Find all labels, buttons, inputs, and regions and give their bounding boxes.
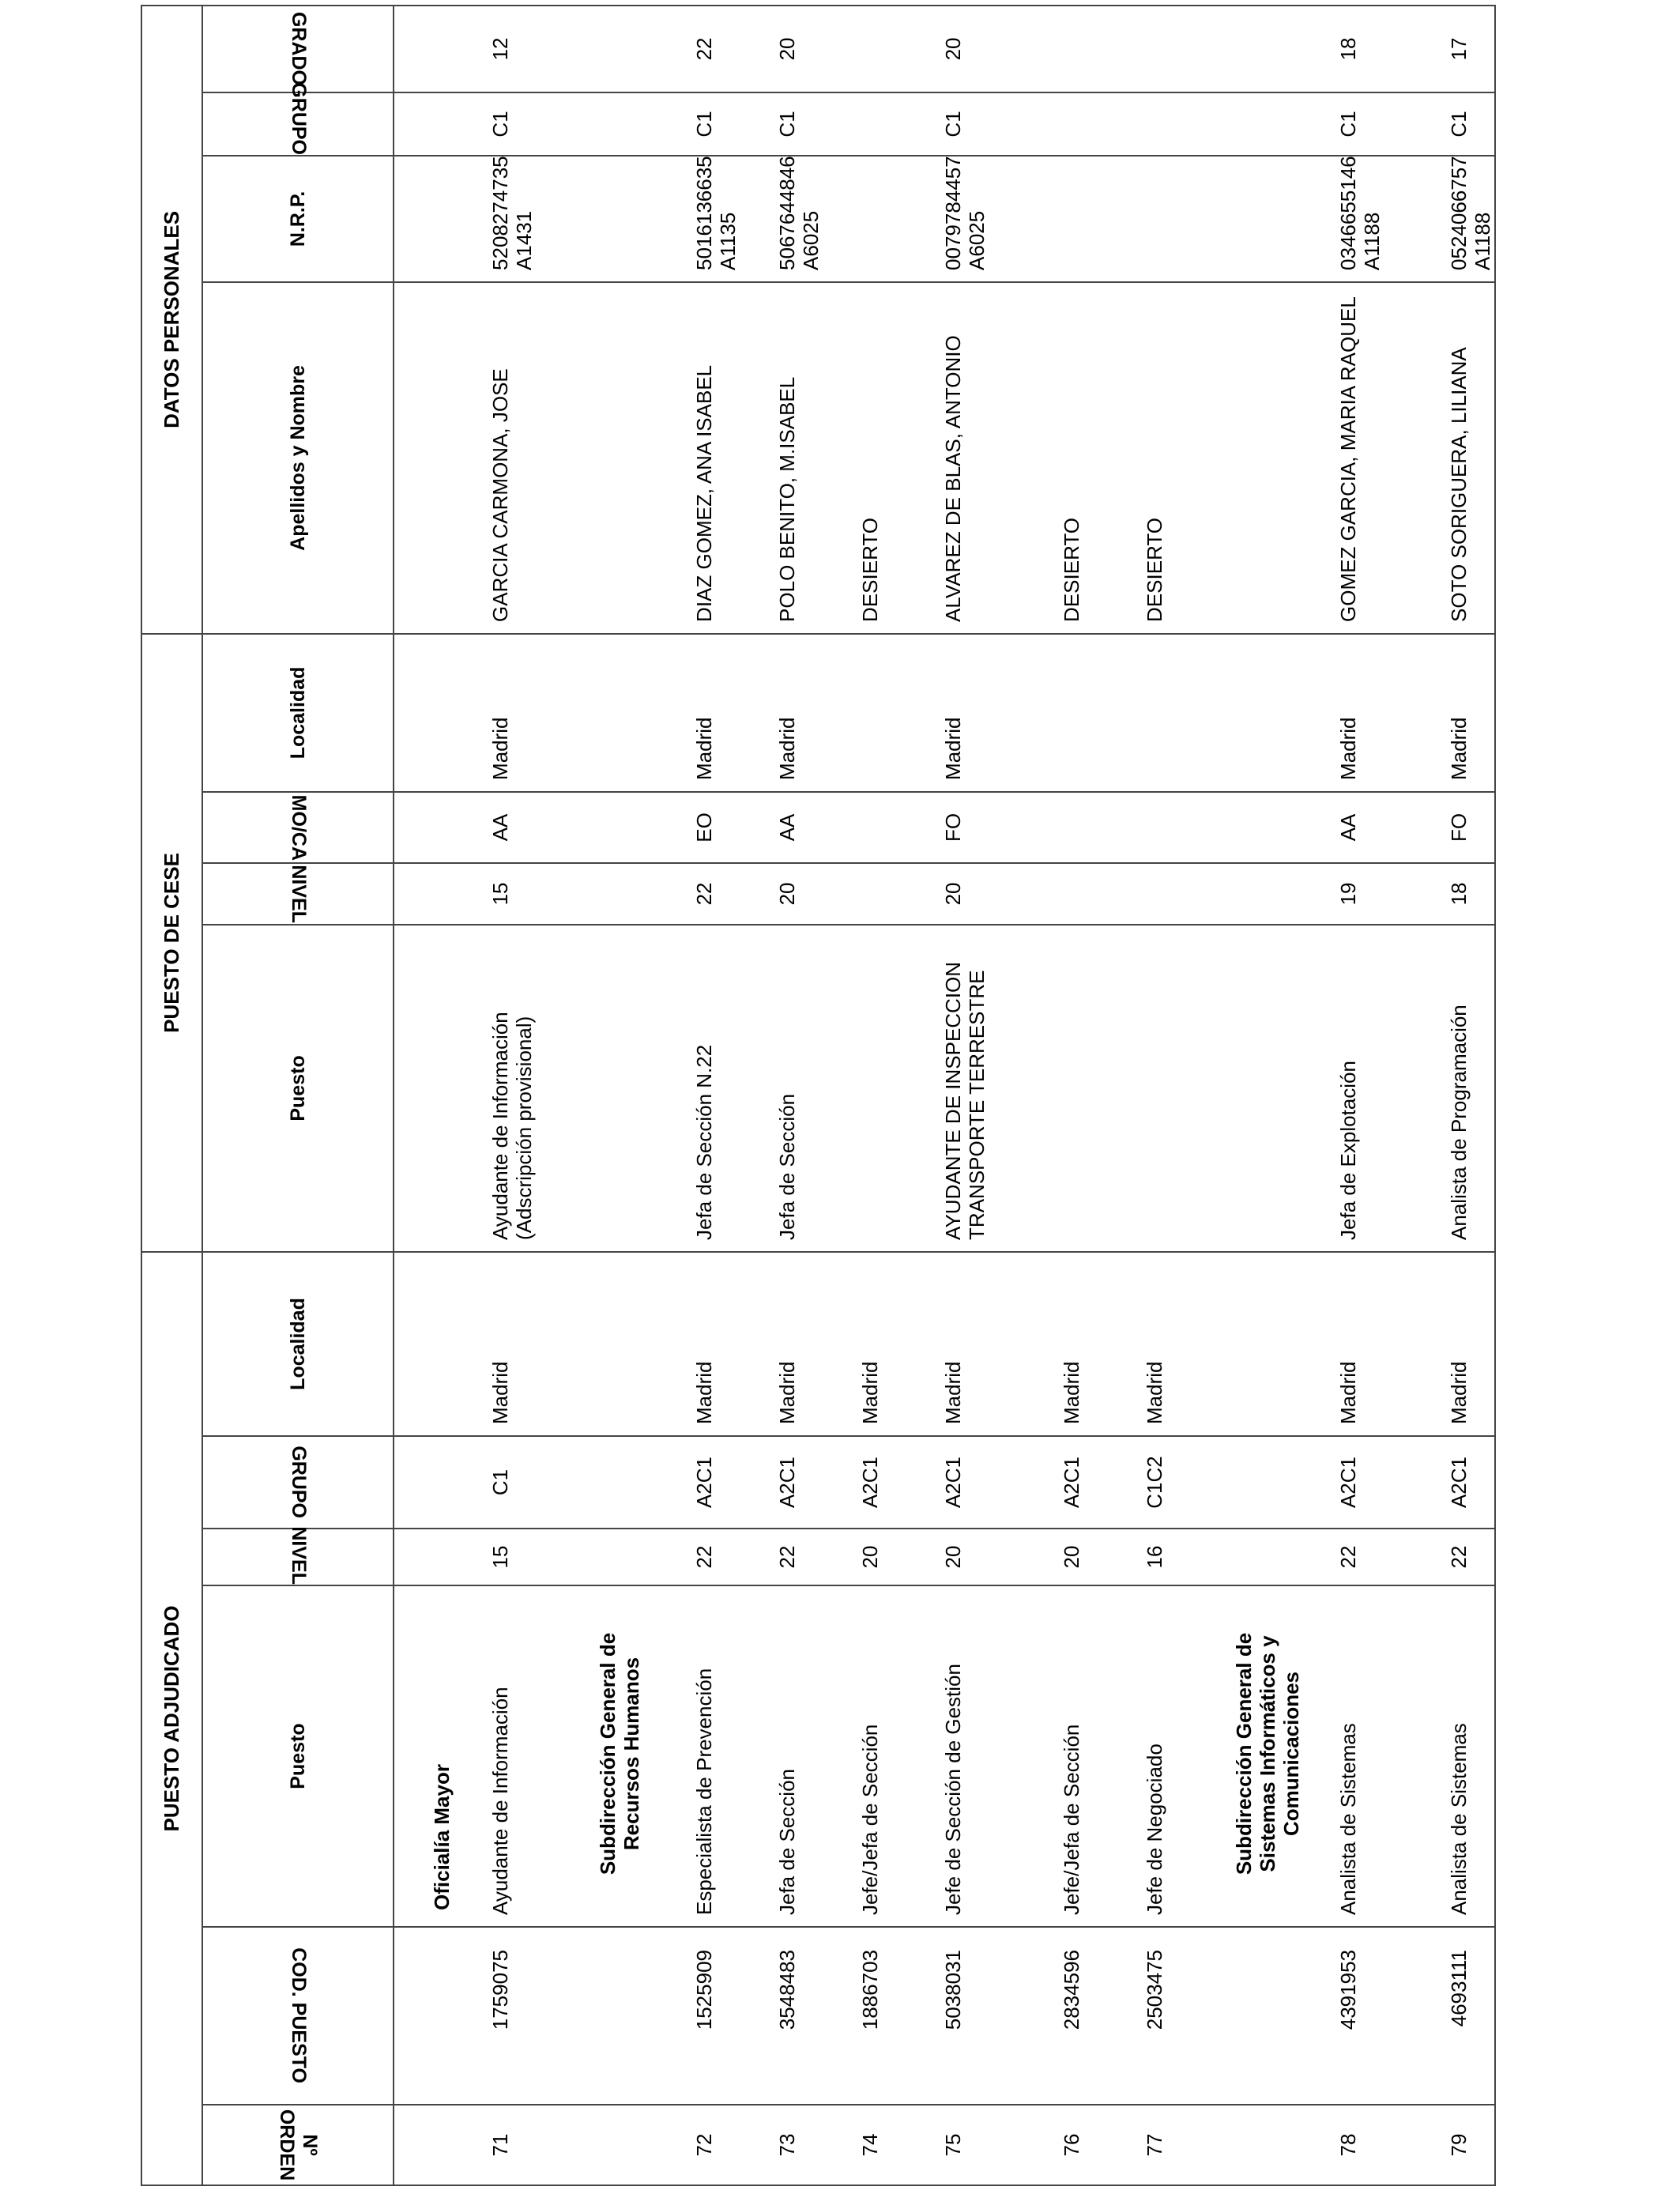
cese-localidad-cell: Madrid xyxy=(775,634,858,792)
grado-cell xyxy=(858,6,941,92)
dp-grupo-cell: C1 xyxy=(1447,92,1495,156)
dp-grupo-cell xyxy=(1060,92,1143,156)
grado-cell: 17 xyxy=(1447,6,1495,92)
header-cese-moca: MO/CA xyxy=(202,792,394,863)
grado-cell: 22 xyxy=(692,6,775,92)
orden-cell: 74 xyxy=(858,2105,941,2185)
grupo-cell: A2C1 xyxy=(692,1436,775,1529)
cese-localidad-cell: Madrid xyxy=(692,634,775,792)
cese-moca-cell xyxy=(1060,792,1143,863)
cod-puesto-cell: 1886703 xyxy=(858,1927,941,2105)
cese-moca-cell: AA xyxy=(1336,792,1447,863)
localidad-cell: Madrid xyxy=(1336,1252,1447,1436)
localidad-cell: Madrid xyxy=(1447,1252,1495,1436)
grado-cell: 20 xyxy=(941,6,1060,92)
cese-moca-cell xyxy=(1143,792,1226,863)
table-row xyxy=(692,6,775,2185)
cese-puesto-cell xyxy=(1143,925,1226,1252)
grupo-cell: A2C1 xyxy=(775,1436,858,1529)
nrp-cell: 5208274735 A1431 xyxy=(488,156,590,282)
header-puesto: Puesto xyxy=(202,1585,394,1927)
dp-grupo-cell xyxy=(1143,92,1226,156)
header-cese-localidad: Localidad xyxy=(202,634,394,792)
cese-puesto-cell: Jefa de Sección xyxy=(775,925,858,1252)
table-row xyxy=(1447,6,1495,2185)
nrp-cell xyxy=(1060,156,1143,282)
nrp-cell: 5067644846 A6025 xyxy=(775,156,858,282)
localidad-cell: Madrid xyxy=(692,1252,775,1436)
cese-moca-cell xyxy=(858,792,941,863)
cese-nivel-cell: 18 xyxy=(1447,863,1495,925)
cese-puesto-cell: Jefa de Explotación xyxy=(1336,925,1447,1252)
puesto-cell: Analista de Sistemas xyxy=(1336,1585,1447,1927)
cese-nivel-cell: 20 xyxy=(775,863,858,925)
grado-cell xyxy=(1143,6,1226,92)
nrp-cell xyxy=(1143,156,1226,282)
nivel-cell: 22 xyxy=(775,1529,858,1585)
puesto-cell: Jefe de Sección de Gestión xyxy=(941,1585,1060,1927)
cese-localidad-cell: Madrid xyxy=(488,634,590,792)
cod-puesto-cell: 5038031 xyxy=(941,1927,1060,2105)
localidad-cell: Madrid xyxy=(941,1252,1060,1436)
group-datos-personales: DATOS PERSONALES xyxy=(141,6,202,634)
cod-puesto-cell: 2503475 xyxy=(1143,1927,1226,2105)
cese-nivel-cell: 19 xyxy=(1336,863,1447,925)
cod-puesto-cell: 4391953 xyxy=(1336,1927,1447,2105)
cese-moca-cell: AA xyxy=(775,792,858,863)
nombre-cell: DESIERTO xyxy=(1143,282,1226,634)
nrp-cell: 0524066757 A1188 xyxy=(1447,156,1495,282)
section-row xyxy=(590,6,692,2185)
section-title: Oficialía Mayor xyxy=(394,1585,488,1927)
header-nrp: N.R.P. xyxy=(202,156,394,282)
cod-puesto-cell: 1759075 xyxy=(488,1927,590,2105)
nivel-cell: 20 xyxy=(1060,1529,1143,1585)
puesto-cell: Jefe de Negociado xyxy=(1143,1585,1226,1927)
nivel-cell: 22 xyxy=(1336,1529,1447,1585)
localidad-cell: Madrid xyxy=(488,1252,590,1436)
orden-cell: 78 xyxy=(1336,2105,1447,2185)
nivel-cell: 16 xyxy=(1143,1529,1226,1585)
cese-moca-cell: FO xyxy=(1447,792,1495,863)
header-cese-nivel: NIVEL xyxy=(202,863,394,925)
nombre-cell: DESIERTO xyxy=(858,282,941,634)
grupo-cell: A2C1 xyxy=(858,1436,941,1529)
nombre-cell: GARCIA CARMONA, JOSE xyxy=(488,282,590,634)
cese-puesto-cell xyxy=(1060,925,1143,1252)
grupo-cell: A2C1 xyxy=(1336,1436,1447,1529)
table-row xyxy=(941,6,1060,2185)
orden-cell: 71 xyxy=(488,2105,590,2185)
column-header-row xyxy=(202,6,394,2185)
cese-puesto-cell: AYUDANTE DE INSPECCION TRANSPORTE TERRESTRE xyxy=(941,925,1060,1252)
grupo-cell: A2C1 xyxy=(1447,1436,1495,1529)
cese-localidad-cell xyxy=(1060,634,1143,792)
header-cese-puesto: Puesto xyxy=(202,925,394,1252)
grado-cell: 20 xyxy=(775,6,858,92)
cese-puesto-cell: Ayudante de Información (Adscripción provisional) xyxy=(488,925,590,1252)
group-puesto-adjudicado: PUESTO ADJUDICADO xyxy=(141,1252,202,2185)
nivel-cell: 20 xyxy=(858,1529,941,1585)
cese-puesto-cell xyxy=(858,925,941,1252)
nombre-cell: SOTO SORIGUERA, LILIANA xyxy=(1447,282,1495,634)
cese-nivel-cell xyxy=(858,863,941,925)
localidad-cell: Madrid xyxy=(858,1252,941,1436)
puesto-cell: Analista de Sistemas xyxy=(1447,1585,1495,1927)
nombre-cell: POLO BENITO, M.ISABEL xyxy=(775,282,858,634)
table-row xyxy=(775,6,858,2185)
nombre-cell: DESIERTO xyxy=(1060,282,1143,634)
nrp-cell: 0346655146 A1188 xyxy=(1336,156,1447,282)
nombre-cell: ALVAREZ DE BLAS, ANTONIO xyxy=(941,282,1060,634)
orden-cell: 76 xyxy=(1060,2105,1143,2185)
nombre-cell: GOMEZ GARCIA, MARIA RAQUEL xyxy=(1336,282,1447,634)
cese-moca-cell: AA xyxy=(488,792,590,863)
puesto-cell: Especialista de Prevención xyxy=(692,1585,775,1927)
cese-nivel-cell: 20 xyxy=(941,863,1060,925)
orden-cell: 79 xyxy=(1447,2105,1495,2185)
nivel-cell: 15 xyxy=(488,1529,590,1585)
table-row xyxy=(858,6,941,2185)
grupo-cell: A2C1 xyxy=(1060,1436,1143,1529)
dp-grupo-cell: C1 xyxy=(1336,92,1447,156)
localidad-cell: Madrid xyxy=(1060,1252,1143,1436)
dp-grupo-cell: C1 xyxy=(775,92,858,156)
nrp-cell xyxy=(858,156,941,282)
grupo-cell: A2C1 xyxy=(941,1436,1060,1529)
cese-moca-cell: EO xyxy=(692,792,775,863)
nombre-cell: DIAZ GOMEZ, ANA ISABEL xyxy=(692,282,775,634)
cese-moca-cell: FO xyxy=(941,792,1060,863)
adjudication-table xyxy=(141,5,1496,2186)
header-apellidos: Apellidos y Nombre xyxy=(202,282,394,634)
section-title: Subdirección General de Recursos Humanos xyxy=(590,1585,692,1927)
cese-localidad-cell: Madrid xyxy=(1447,634,1495,792)
section-row xyxy=(394,6,488,2185)
header-cod-puesto: COD. PUESTO xyxy=(202,1927,394,2105)
puesto-cell: Ayudante de Información xyxy=(488,1585,590,1927)
orden-cell: 77 xyxy=(1143,2105,1226,2185)
cese-nivel-cell: 15 xyxy=(488,863,590,925)
header-localidad: Localidad xyxy=(202,1252,394,1436)
cese-localidad-cell: Madrid xyxy=(941,634,1060,792)
cod-puesto-cell: 2834596 xyxy=(1060,1927,1143,2105)
puesto-cell: Jefa de Sección xyxy=(775,1585,858,1927)
grado-cell xyxy=(1060,6,1143,92)
nivel-cell: 22 xyxy=(1447,1529,1495,1585)
orden-cell: 72 xyxy=(692,2105,775,2185)
dp-grupo-cell: C1 xyxy=(692,92,775,156)
localidad-cell: Madrid xyxy=(775,1252,858,1436)
cod-puesto-cell: 3548483 xyxy=(775,1927,858,2105)
header-grado: GRADO xyxy=(202,6,394,92)
cese-localidad-cell xyxy=(858,634,941,792)
section-title: Subdirección General de Sistemas Informáticos y Comunicaciones xyxy=(1226,1585,1336,1927)
nivel-cell: 20 xyxy=(941,1529,1060,1585)
puesto-cell: Jefe/Jefa de Sección xyxy=(858,1585,941,1927)
group-puesto-cese: PUESTO DE CESE xyxy=(141,634,202,1252)
cese-nivel-cell xyxy=(1143,863,1226,925)
table-row xyxy=(1336,6,1447,2185)
grupo-cell: C1C2 xyxy=(1143,1436,1226,1529)
table-row xyxy=(488,6,590,2185)
nrp-cell: 5016136635 A1135 xyxy=(692,156,775,282)
header-grupo: GRUPO xyxy=(202,1436,394,1529)
grado-cell: 18 xyxy=(1336,6,1447,92)
dp-grupo-cell: C1 xyxy=(488,92,590,156)
header-nivel: NIVEL xyxy=(202,1529,394,1585)
grado-cell: 12 xyxy=(488,6,590,92)
header-dp-grupo: GRUPO xyxy=(202,92,394,156)
dp-grupo-cell: C1 xyxy=(941,92,1060,156)
cod-puesto-cell: 4693111 xyxy=(1447,1927,1495,2105)
localidad-cell: Madrid xyxy=(1143,1252,1226,1436)
dp-grupo-cell xyxy=(858,92,941,156)
header-orden: Nº ORDEN xyxy=(202,2105,394,2185)
nrp-cell: 0079784457 A6025 xyxy=(941,156,1060,282)
cod-puesto-cell: 1525909 xyxy=(692,1927,775,2105)
cese-nivel-cell xyxy=(1060,863,1143,925)
cese-localidad-cell: Madrid xyxy=(1336,634,1447,792)
cese-puesto-cell: Jefa de Sección N.22 xyxy=(692,925,775,1252)
table-row xyxy=(1143,6,1226,2185)
nivel-cell: 22 xyxy=(692,1529,775,1585)
orden-cell: 75 xyxy=(941,2105,1060,2185)
cese-puesto-cell: Analista de Programación xyxy=(1447,925,1495,1252)
group-header-row xyxy=(141,6,202,2185)
orden-cell: 73 xyxy=(775,2105,858,2185)
cese-nivel-cell: 22 xyxy=(692,863,775,925)
puesto-cell: Jefe/Jefa de Sección xyxy=(1060,1585,1143,1927)
grupo-cell: C1 xyxy=(488,1436,590,1529)
cese-localidad-cell xyxy=(1143,634,1226,792)
section-row xyxy=(1226,6,1336,2185)
table-row xyxy=(1060,6,1143,2185)
